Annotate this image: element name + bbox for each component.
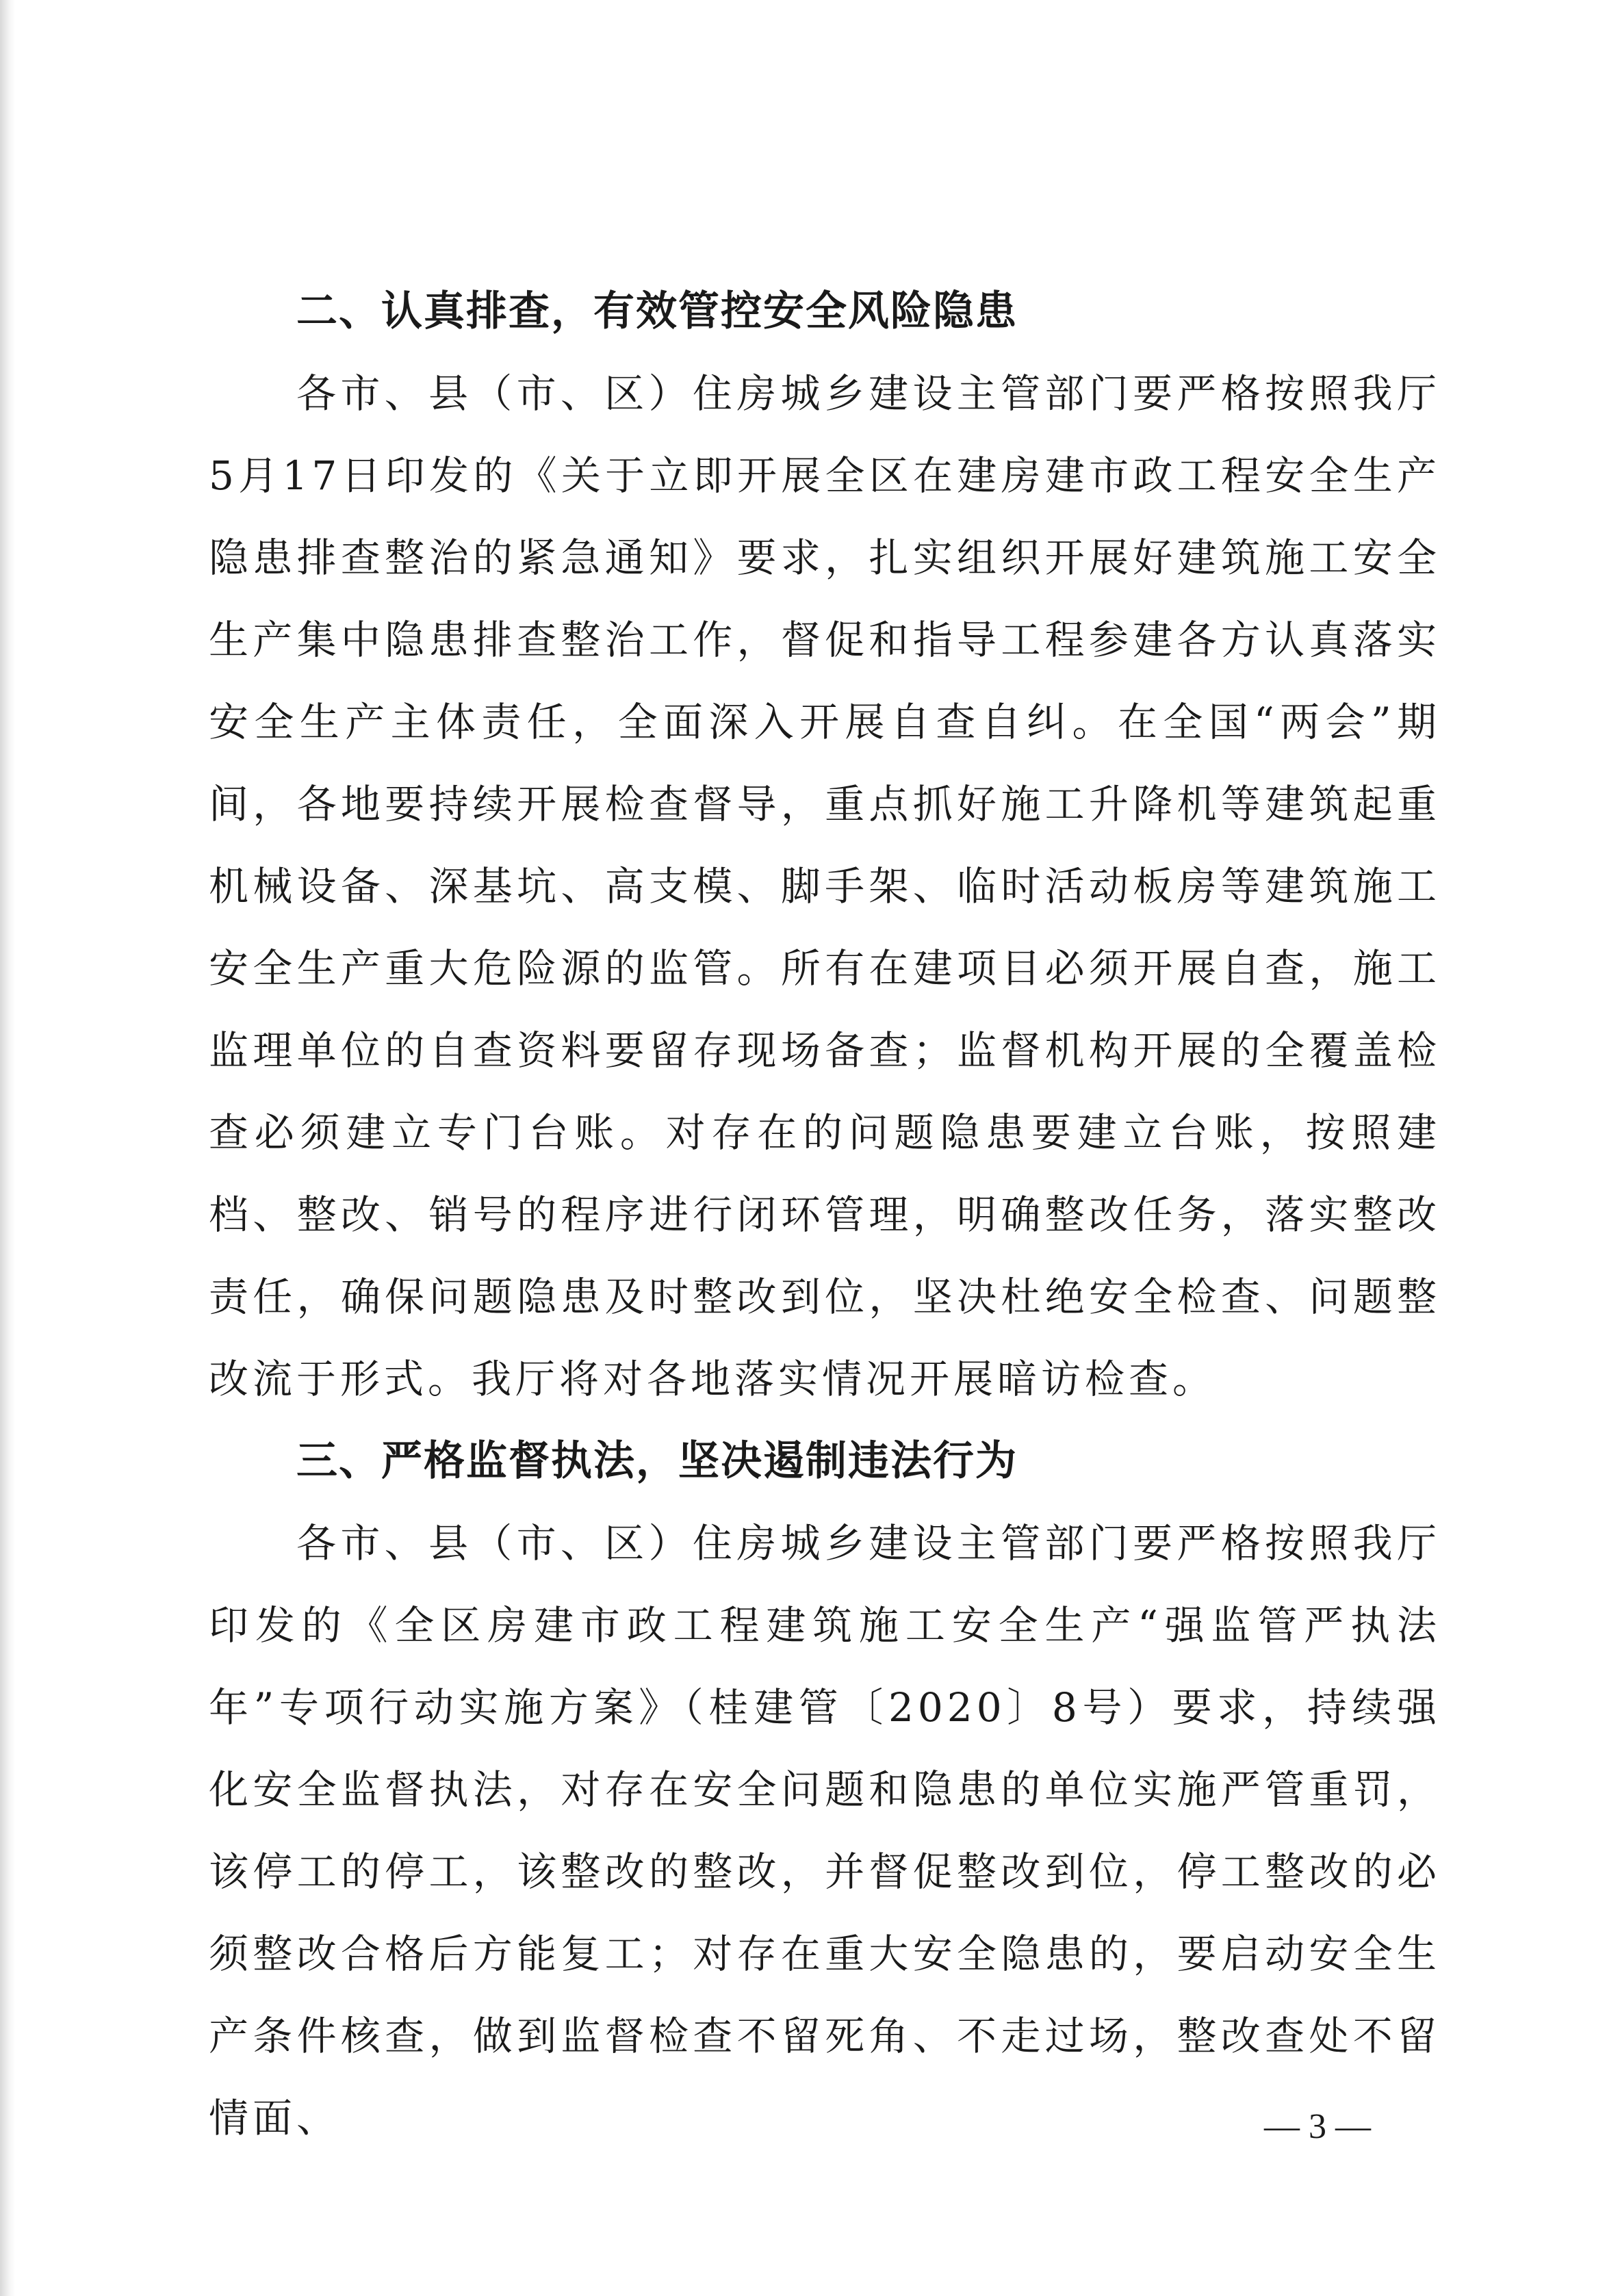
section-3-heading: 三、严格监督执法，坚决遏制违法行为 — [296, 1437, 1018, 1485]
document-body — [209, 270, 1441, 2159]
page-number: — 3 — — [1264, 2107, 1371, 2146]
section-2-heading: 二、认真排查，有效管控安全风险隐患 — [296, 287, 1018, 335]
section-3-paragraph: 各市、县（市、区）住房城乡建设主管部门要严格按照我厅印发的《全区房建市政工程建筑施工安全生产“强监管严执法年”专项行动实施方案》（桂建管〔2020〕8号）要求，持续强化安全监督执法，对存在安全问题和隐患的单位实施严管重罚，该停工的停工，该整改的整改，并督促整改到位，停工整改的必须整改合格后方能复工；对存在重大安全隐患的，要启动安全生产条件核查，做到监督检查不留死角、不走过场，整改查处不留情面、 — [209, 1520, 1441, 2141]
section-2-paragraph: 各市、县（市、区）住房城乡建设主管部门要严格按照我厅5月17日印发的《关于立即开展全区在建房建市政工程安全生产隐患排查整治的紧急通知》要求，扎实组织开展好建筑施工安全生产集中隐患排查整治工作，督促和指导工程参建各方认真落实安全生产主体责任，全面深入开展自查自纠。在全国“两会”期间，各地要持续开展检查督导，重点抓好施工升降机等建筑起重机械设备、深基坑、高支模、脚手架、临时活动板房等建筑施工安全生产重大危险源的监管。所有在建项目必须开展自查，施工监理单位的自查资料要留存现场备查；监督机构开展的全覆盖检查必须建立专门台账。对存在的问题隐患要建立台账，按照建档、整改、销号的程序进行闭环管理，明确整改任务，落实整改责任，确保问题隐患及时整改到位，坚决杜绝安全检查、问题整改流于形式。我厅将对各地落实情况开展暗访检查。 — [209, 370, 1441, 1402]
scan-edge — [0, 0, 15, 2296]
